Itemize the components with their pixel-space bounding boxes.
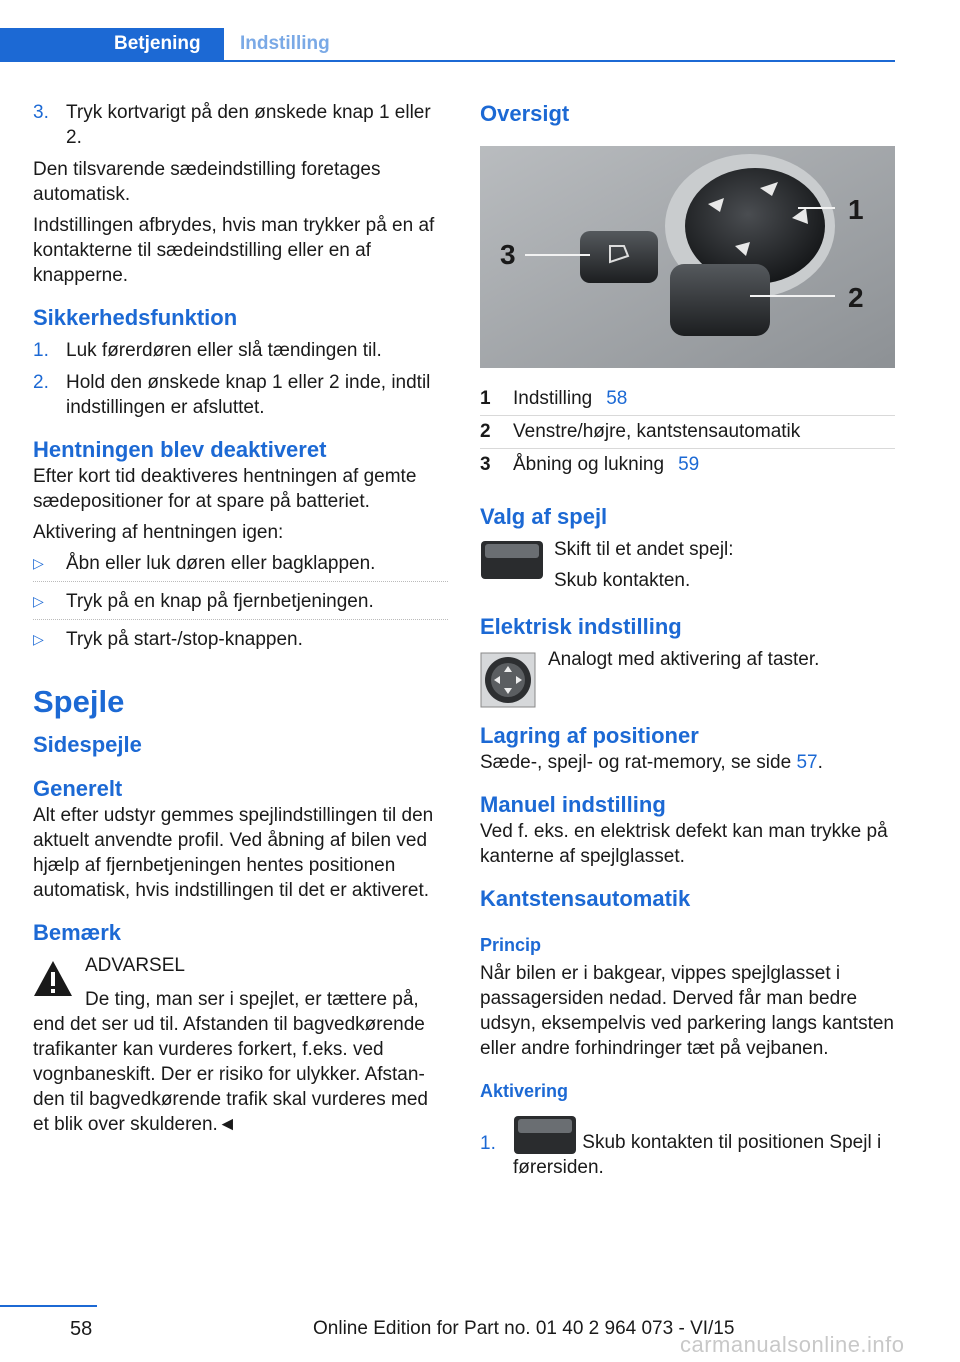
legend-page-link[interactable]: 58	[606, 388, 628, 409]
heading-safety-function: Sikkerhedsfunktion	[33, 305, 238, 330]
activation-step-content	[513, 1115, 895, 1180]
heading-electric-adjustment: Elektrisk indstilling	[480, 614, 682, 639]
bullet-list	[33, 551, 448, 657]
step-text: Skub kontakten til positionen Spejl i førersiden.	[513, 1132, 882, 1178]
page-link-57[interactable]: 57	[796, 752, 818, 773]
step-text: Hold den ønskede knap 1 eller 2 inde, indtil indstillingen er afsluttet.	[66, 372, 431, 418]
legend-number: 2	[480, 421, 491, 442]
legend-text: Åbning og lukning	[513, 454, 665, 475]
heading-note: Bemærk	[33, 920, 122, 945]
legend-page-link[interactable]: 59	[678, 454, 700, 475]
store-text: Sæde-, spejl- og rat-memory, se side	[480, 752, 797, 773]
warning-label: ADVARSEL	[85, 955, 185, 976]
heading-mirrors: Spejle	[33, 684, 125, 719]
watermark: carmanualsonline.info	[680, 1332, 905, 1357]
paragraph-reactivate: Aktivering af hentningen igen:	[33, 522, 284, 543]
paragraph-principle: Når bilen er i bakgear, vippes spejlglasset i passagersiden nedad. Derved får man bedre udsyn, eksempelvis ved parkering langs kantsten eller andre forhindringer tæt på vejbanen.	[480, 963, 895, 1059]
tab-betjening[interactable]: Betjening	[0, 28, 224, 62]
warning-triangle-icon	[33, 959, 73, 999]
heading-side-mirrors: Sidespejle	[33, 732, 142, 757]
step-text: Tryk kortvarigt på den ønskede knap 1 eller 2.	[66, 102, 431, 148]
store-text-end: .	[817, 752, 823, 773]
legend-text: Indstilling	[513, 388, 593, 409]
step-text: Luk førerdøren eller slå tændingen til.	[66, 340, 382, 361]
list-item-text: Åbn eller luk døren eller bagklappen.	[66, 553, 376, 574]
step-number: 3.	[33, 102, 49, 123]
photo-label-2: 2	[848, 282, 864, 313]
heading-overview: Oversigt	[480, 101, 570, 126]
step-number: 2.	[33, 372, 49, 393]
tab-indstilling[interactable]: Indstilling	[240, 33, 330, 54]
mirror-dial-icon	[480, 652, 536, 708]
legend-row	[480, 449, 895, 481]
select-mirror-text	[554, 537, 734, 593]
heading-manual-adjustment: Manuel indstilling	[480, 792, 666, 817]
legend-list	[480, 383, 895, 481]
mirror-control-photo	[480, 146, 895, 368]
step-number: 1.	[480, 1133, 496, 1154]
footer-accent-line	[0, 1305, 97, 1307]
activation-step-1	[480, 1115, 895, 1180]
select-mirror-block	[480, 537, 895, 593]
step-number: 1.	[33, 340, 49, 361]
paragraph-auto-adjust: Den tilsvarende sædeindstilling foretages automatisk.	[33, 159, 381, 205]
paragraph-deactivated: Efter kort tid deaktiveres hentningen af gemte sædepositioner for at spare på batteriet.	[33, 466, 417, 512]
select-line-2: Skub kontakten.	[554, 570, 691, 591]
right-column	[480, 100, 895, 1187]
triangle-bullet-icon: ▷	[33, 631, 44, 647]
mirror-switch-icon	[480, 540, 544, 580]
mirror-switch-icon	[513, 1115, 577, 1155]
left-column	[33, 100, 448, 1143]
select-line-1: Skift til et andet spejl:	[554, 539, 734, 560]
heading-general: Generelt	[33, 776, 123, 801]
legend-number: 1	[480, 388, 491, 409]
list-item-text: Tryk på start-/stop-knappen.	[66, 629, 303, 650]
triangle-bullet-icon: ▷	[33, 593, 44, 609]
legend-number: 3	[480, 454, 491, 475]
paragraph-store-positions	[480, 750, 895, 775]
list-item	[33, 627, 448, 657]
electric-text: Analogt med aktivering af taster.	[548, 649, 820, 670]
list-item	[33, 589, 448, 620]
chapter-tab-bar	[0, 28, 895, 62]
legend-row	[480, 383, 895, 416]
paragraph-manual: Ved f. eks. en elektrisk defekt kan man trykke på kanterne af spejlglasset.	[480, 821, 888, 867]
legend-row	[480, 416, 895, 449]
heading-store-positions: Lagring af positioner	[480, 723, 699, 748]
triangle-bullet-icon: ▷	[33, 555, 44, 571]
heading-select-mirror: Valg af spejl	[480, 504, 608, 529]
heading-principle: Princip	[480, 935, 542, 955]
list-item-text: Tryk på en knap på fjernbetjeningen.	[66, 591, 374, 612]
electric-block	[480, 647, 895, 708]
warning-text: De ting, man ser i spejlet, er tættere på, end det ser ud til. Afstanden til bagvedkørende trafikanter kan vurderes forkert, f.eks. ved vognbaneskift. Der er risiko for ulykker. Afstanden til bagvedkørende trafik skal vurderes med et blik over skulderen.◄	[33, 989, 428, 1135]
edition-text: Online Edition for Part no. 01 40 2 964 073 - VI/15	[313, 1318, 735, 1339]
list-item	[33, 551, 448, 582]
heading-recall-deactivated: Hentningen blev deaktiveret	[33, 437, 327, 462]
safety-step-1	[33, 338, 448, 363]
photo-label-3: 3	[500, 239, 516, 270]
photo-label-1: 1	[848, 194, 864, 225]
page-number: 58	[70, 1318, 93, 1340]
step-3	[33, 100, 448, 150]
safety-step-2	[33, 370, 448, 420]
paragraph-general: Alt efter udstyr gemmes spejlindstillingen til den aktuelt anvendte profil. Ved åbning af bilen ved hjælp af fjernbetjeningen hentes positionen automatisk, hvis indstillingen til det er aktiveret.	[33, 805, 434, 901]
legend-text: Venstre/højre, kantstensautomatik	[513, 421, 801, 442]
heading-curb-automatic: Kantstensautomatik	[480, 886, 691, 911]
paragraph-interrupt: Indstillingen afbrydes, hvis man trykker på en af kontakterne til sædeindstilling eller en af knapperne.	[33, 215, 435, 286]
heading-activation: Aktivering	[480, 1081, 569, 1101]
